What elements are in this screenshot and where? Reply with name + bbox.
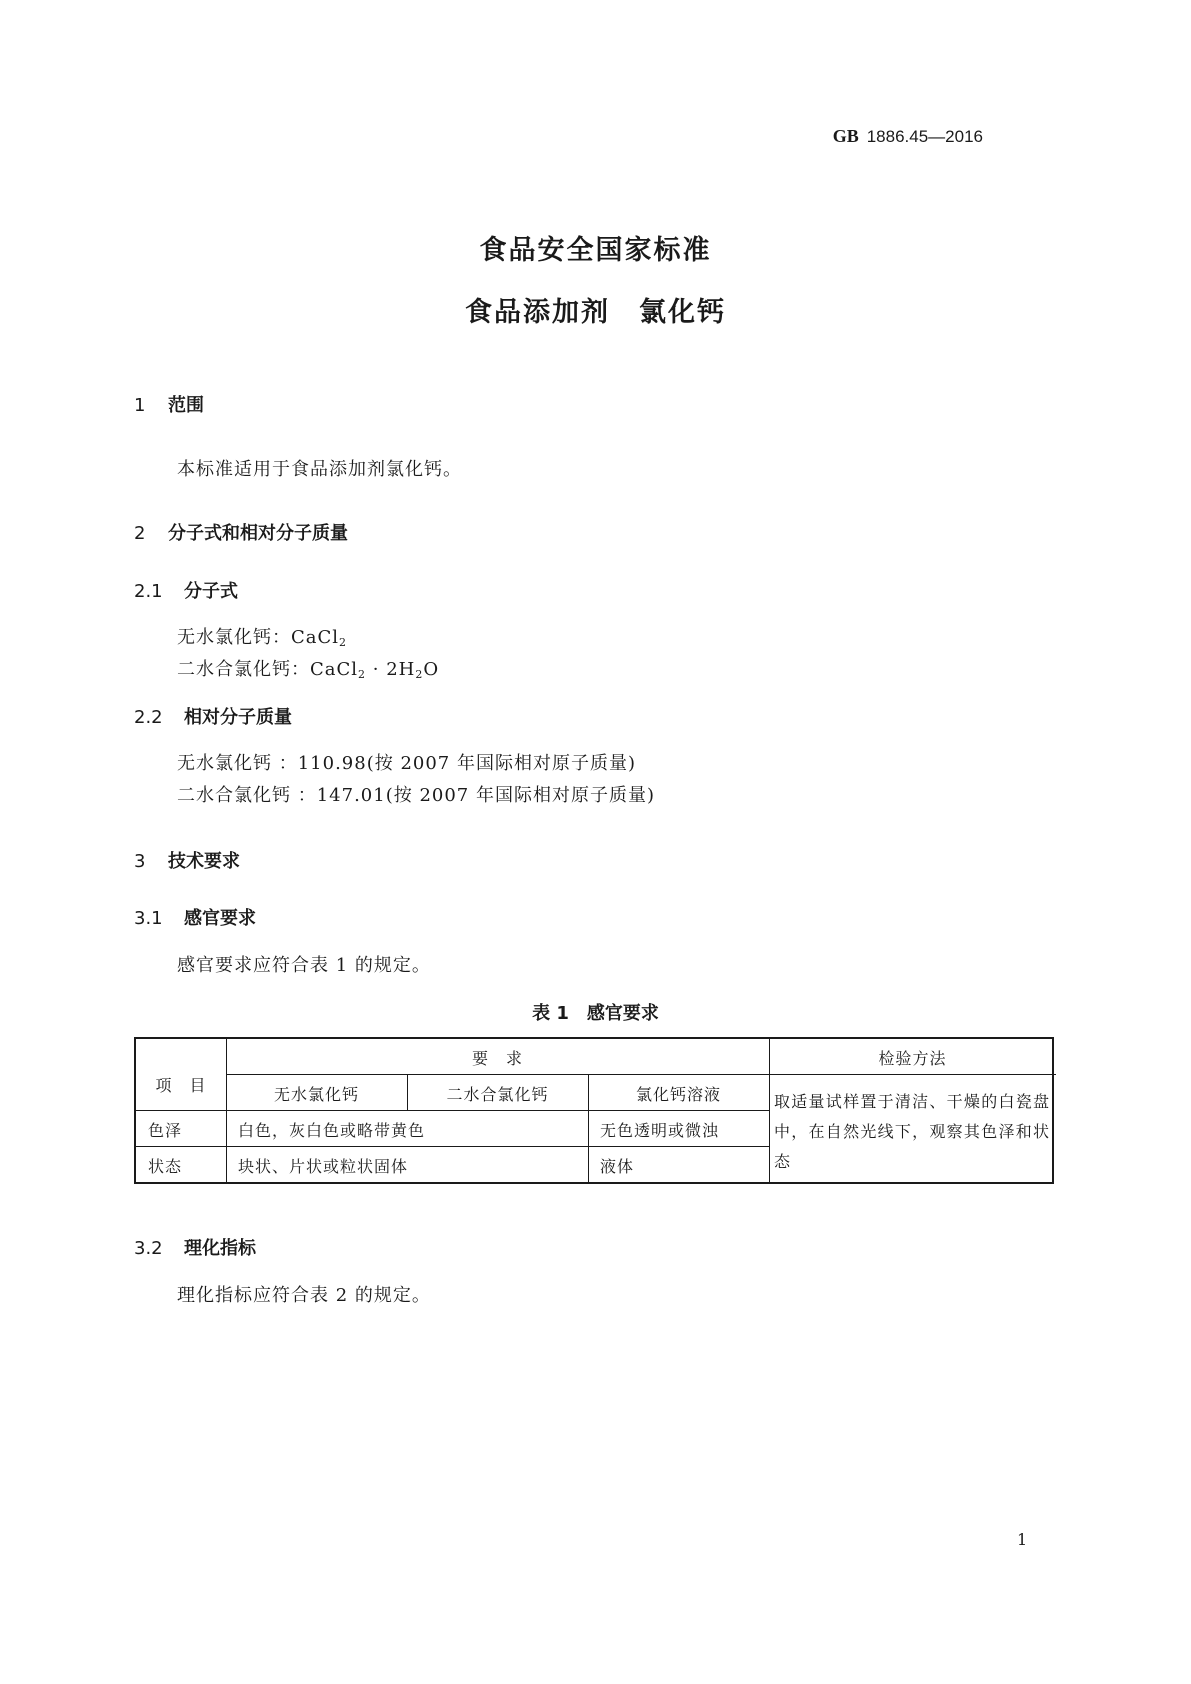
section-title: 分子式和相对分子质量 xyxy=(168,523,348,544)
section-title: 技术要求 xyxy=(168,851,240,872)
standard-prefix: GB xyxy=(832,126,859,146)
standard-number: 1886.45—2016 xyxy=(866,127,983,146)
table-header-requirement: 要 求 xyxy=(471,1049,523,1068)
page-number: 1 xyxy=(1017,1530,1028,1549)
section-title: 理化指标 xyxy=(184,1238,256,1259)
table-subheader-solution: 氯化钙溶液 xyxy=(635,1085,721,1104)
section-3-1-heading xyxy=(134,904,256,930)
section-3-heading xyxy=(134,847,240,873)
section-2-2-heading xyxy=(134,703,292,729)
standard-code xyxy=(833,126,983,147)
section-number: 2.2 xyxy=(134,707,163,728)
section-3-2-text: 理化指标应符合表 2 的规定。 xyxy=(177,1285,431,1306)
formula-anhydrous: 无水氯化钙：CaCl$_2$ xyxy=(177,627,348,649)
section-number: 3.1 xyxy=(134,908,163,929)
section-1-text: 本标准适用于食品添加剂氯化钙。 xyxy=(177,459,462,480)
section-title: 感官要求 xyxy=(184,908,256,929)
molecular-mass-dihydrate: 二水合氯化钙 ：147.01(按 2007 年国际相对原子质量) xyxy=(177,785,655,806)
table-header-method: 检验方法 xyxy=(878,1049,947,1068)
table-header-item: 项 目 xyxy=(155,1076,207,1095)
section-1-heading xyxy=(134,391,204,417)
section-2-1-heading xyxy=(134,577,238,603)
table-row-2-solid: 块状、片状或粒状固体 xyxy=(238,1157,409,1176)
table-row-1-solution: 无色透明或微浊 xyxy=(600,1121,720,1140)
formula-dihydrate: 二水合氯化钙：CaCl$_2$ · $2H_2O$ xyxy=(177,659,440,681)
table-row-1-item: 色泽 xyxy=(148,1121,183,1140)
section-title: 相对分子质量 xyxy=(184,707,292,728)
molecular-mass-anhydrous: 无水氯化钙 ：110.98(按 2007 年国际相对原子质量) xyxy=(177,753,636,774)
table-1-caption: 表 1 感官要求 xyxy=(532,1003,659,1024)
section-number: 3 xyxy=(134,851,146,872)
section-number: 2 xyxy=(134,523,146,544)
table-row-2-item: 状态 xyxy=(148,1157,183,1176)
section-3-2-heading xyxy=(134,1234,256,1260)
section-title: 范围 xyxy=(168,395,204,416)
table-subheader-dihydrate: 二水合氯化钙 xyxy=(446,1085,549,1104)
table-1 xyxy=(134,1037,1054,1184)
section-number: 1 xyxy=(134,395,146,416)
document-subtitle: 食品添加剂 氯化钙 xyxy=(465,297,726,328)
section-number: 3.2 xyxy=(134,1238,163,1259)
table-subheader-anhydrous: 无水氯化钙 xyxy=(273,1085,359,1104)
document-title: 食品安全国家标准 xyxy=(479,235,712,266)
section-number: 2.1 xyxy=(134,581,163,602)
section-2-heading xyxy=(134,519,348,545)
section-title: 分子式 xyxy=(184,581,238,602)
table-method-text: 取适量试样置于清洁、干燥的白瓷盘中，在自然光线下，观察其色泽和状态 xyxy=(774,1092,1050,1171)
table-row-2-solution: 液体 xyxy=(600,1157,635,1176)
table-row-1-solid: 白色，灰白色或略带黄色 xyxy=(238,1121,426,1140)
section-3-1-text: 感官要求应符合表 1 的规定。 xyxy=(177,955,431,976)
